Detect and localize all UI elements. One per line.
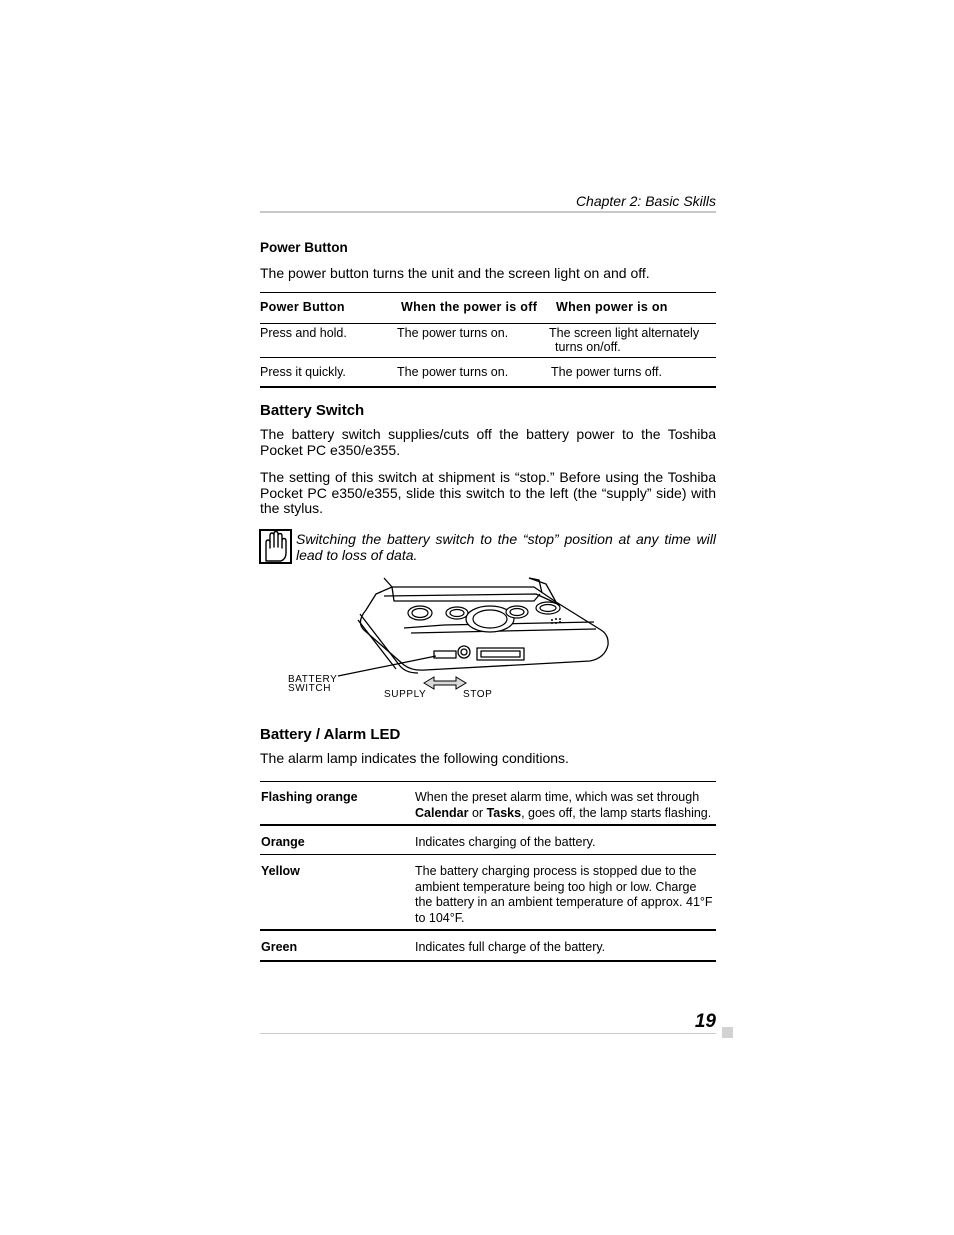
chapter-header: Chapter 2: Basic Skills (575, 193, 716, 209)
power-button-intro: The power button turns the unit and the screen light on and off. (260, 265, 650, 281)
led-desc-pre: When the preset alarm time, which was set through (415, 790, 700, 804)
power-table-top-rule (260, 292, 716, 293)
battery-switch-heading: Battery Switch (260, 402, 365, 419)
power-row1-on-line1: The screen light alternately (549, 326, 700, 340)
caution-text: Switching the battery switch to the “stop” position at any time will lead to loss of data. (296, 531, 716, 563)
footer-marker (722, 1027, 733, 1038)
power-row2-action: Press it quickly. (260, 365, 346, 379)
battery-switch-para1: The battery switch supplies/cuts off the battery power to the Toshiba Pocket PC e350/e355. (260, 426, 716, 458)
page-number: 19 (694, 1011, 716, 1032)
power-button-heading: Power Button (260, 240, 348, 255)
led-row-green-label: Green (261, 940, 298, 954)
led-desc-post: , goes off, the lamp starts flashing. (521, 805, 712, 820)
led-desc-mid: or (468, 805, 487, 820)
caution-hand-icon (259, 529, 292, 564)
power-table-row-rule (260, 357, 716, 358)
figure-label-stop: STOP (463, 689, 493, 700)
led-row-rule-3 (260, 929, 716, 931)
led-row-orange-label: Orange (261, 835, 305, 849)
led-row-yellow-label: Yellow (261, 864, 300, 878)
battery-led-heading: Battery / Alarm LED (260, 726, 401, 743)
power-row1-on-line2: turns on/off. (555, 340, 621, 354)
power-table-header-action: Power Button (260, 300, 345, 314)
power-table-header-off: When the power is off (401, 300, 538, 314)
led-row-green-desc: Indicates full charge of the battery. (415, 940, 606, 954)
figure-label-battery: BATTERY (288, 674, 338, 685)
led-table-bottom-rule (260, 960, 716, 962)
figure-label-switch: SWITCH (288, 683, 332, 694)
led-table-top-rule (260, 781, 716, 782)
led-row-yellow-desc: The battery charging process is stopped due to the ambient temperature being too high or low. Charge the battery in an ambient temperature of approx. 41°F to 104°F. (415, 864, 713, 925)
power-row1-off: The power turns on. (397, 326, 509, 340)
led-row-flashing-orange-desc (415, 790, 717, 821)
power-row2-on: The power turns off. (551, 365, 662, 379)
power-table-header-on: When power is on (556, 300, 668, 314)
battery-led-intro: The alarm lamp indicates the following conditions. (260, 750, 569, 766)
led-row-rule-2 (260, 854, 716, 855)
header-rule (260, 211, 716, 213)
battery-switch-para2: The setting of this switch at shipment is “stop.” Before using the Toshiba Pocket PC e350/e355, slide this switch to the left (the “supply” side) with the stylus. (260, 469, 716, 516)
power-table-header-rule (260, 323, 716, 324)
power-row1-action: Press and hold. (260, 326, 347, 340)
tasks-term: Tasks (486, 805, 522, 820)
led-row-orange-desc: Indicates charging of the battery. (415, 835, 596, 849)
footer-rule (260, 1033, 716, 1034)
led-row-flashing-orange-label: Flashing orange (261, 790, 358, 804)
led-row-rule-1 (260, 824, 716, 826)
power-row2-off: The power turns on. (397, 365, 509, 379)
figure-label-supply: SUPPLY (384, 689, 427, 700)
calendar-term: Calendar (415, 805, 469, 820)
power-table-bottom-rule (260, 386, 716, 388)
